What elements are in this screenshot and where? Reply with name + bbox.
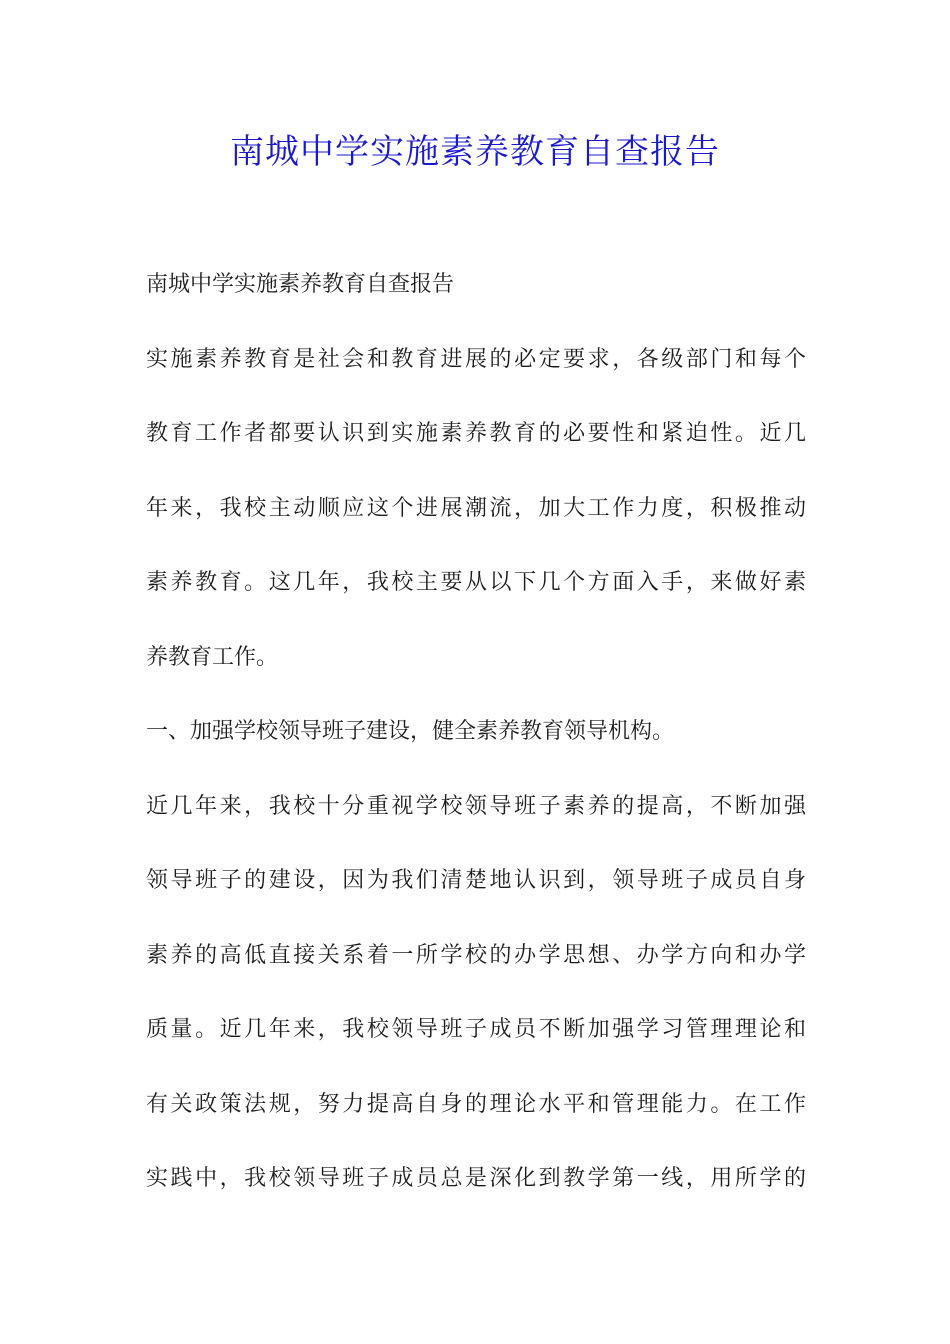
body-line: 有关政策法规，努力提高自身的理论水平和管理能力。在工作 <box>146 1091 806 1117</box>
body-line: 质量。近几年来，我校领导班子成员不断加强学习管理理论和 <box>146 1017 806 1042</box>
body-line: 实践中，我校领导班子成员总是深化到教学第一线，用所学的 <box>146 1166 806 1191</box>
body-line: 教育工作者都要认识到实施素养教育的必要性和紧迫性。近几 <box>146 421 806 446</box>
body-line: 实施素养教育是社会和教育进展的必定要求，各级部门和每个 <box>146 346 806 372</box>
document-body <box>146 258 806 1227</box>
body-line: 近几年来，我校十分重视学校领导班子素养的提高，不断加强 <box>146 793 806 819</box>
body-line: 领导班子的建设，因为我们清楚地认识到，领导班子成员自身 <box>146 868 806 893</box>
body-line: 年来，我校主动顺应这个进展潮流，加大工作力度，积极推动 <box>146 495 806 521</box>
section-heading: 一、加强学校领导班子建设，健全素养教育领导机构。 <box>146 719 675 744</box>
body-line: 素养的高低直接关系着一所学校的办学思想、办学方向和办学 <box>146 942 806 968</box>
body-line: 素养教育。这几年，我校主要从以下几个方面入手，来做好素 <box>146 570 806 595</box>
document-title: 南城中学实施素养教育自查报告 <box>230 132 720 172</box>
body-line-subtitle: 南城中学实施素养教育自查报告 <box>146 272 455 297</box>
body-line: 养教育工作。 <box>146 644 279 670</box>
